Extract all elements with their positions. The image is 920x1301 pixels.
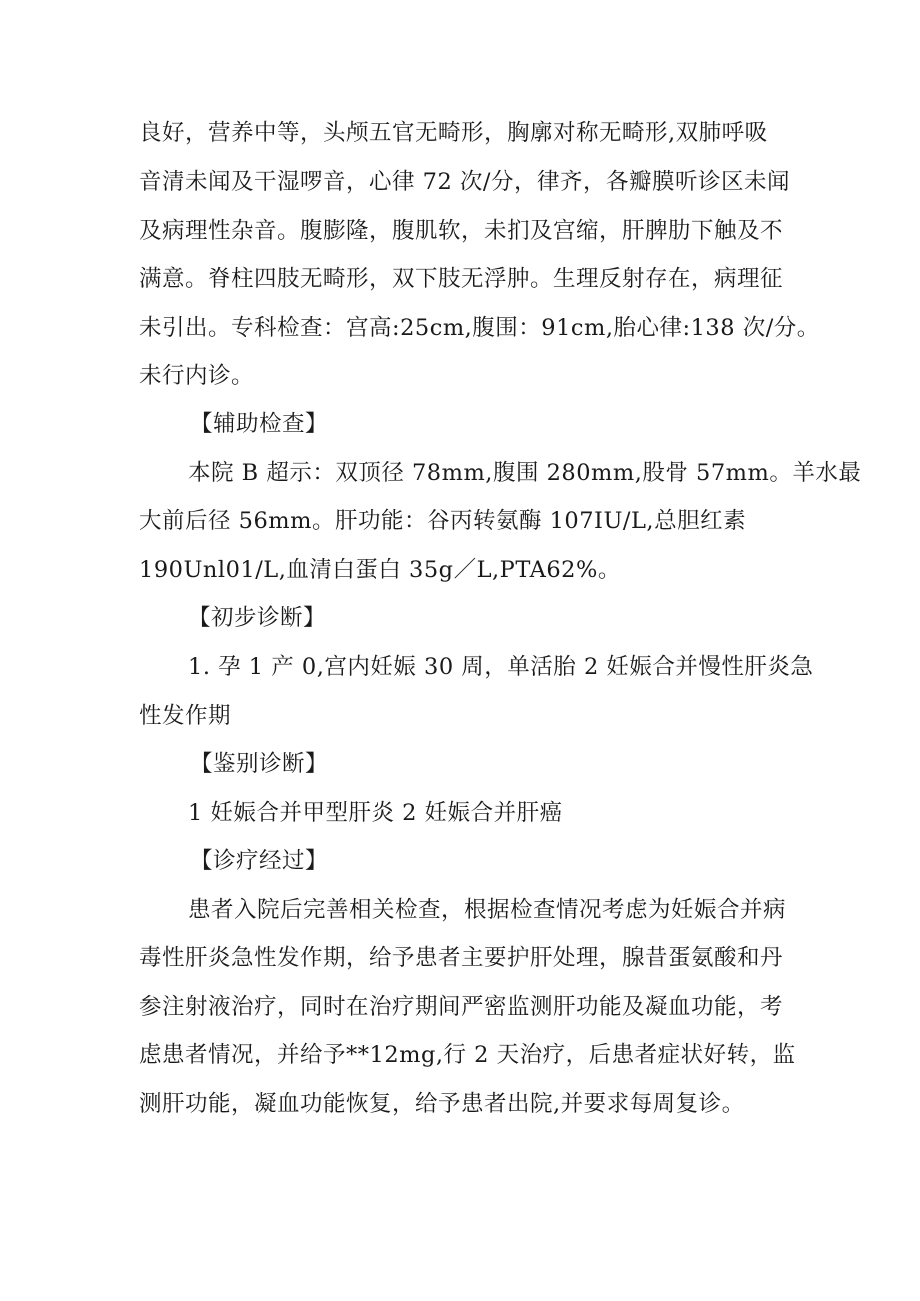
aux-line-1: 本院 B 超示：双顶径 78mm,腹围 280mm,股骨 57mm。羊水最 <box>188 460 862 486</box>
heading-auxiliary-exam: 【辅助检查】 <box>190 411 329 437</box>
treatment-line-4: 虑患者情况，并给予**12mg,行 2 天治疗，后患者症状好转，监 <box>139 1042 796 1068</box>
initial-line-2: 性发作期 <box>139 703 232 729</box>
heading-treatment-course: 【诊疗经过】 <box>190 848 329 874</box>
exam-line-4: 满意。脊柱四肢无畸形，双下肢无浮肿。生理反射存在，病理征 <box>139 266 784 292</box>
differential-line-1: 1 妊娠合并甲型肝炎 2 妊娠合并肝癌 <box>188 800 563 826</box>
exam-line-6: 未行内诊。 <box>139 363 255 389</box>
treatment-line-5: 测肝功能，凝血功能恢复，给予患者出院,并要求每周复诊。 <box>139 1091 745 1117</box>
exam-line-2: 音清未闻及干湿啰音，心律 72 次/分，律齐，各瓣膜听诊区未闻 <box>139 169 791 195</box>
treatment-line-3: 参注射液治疗，同时在治疗期间严密监测肝功能及凝血功能，考 <box>139 994 784 1020</box>
exam-line-3: 及病理性杂音。腹膨隆，腹肌软，未扪及宫缩，肝脾肋下触及不 <box>139 218 784 244</box>
treatment-line-2: 毒性肝炎急性发作期，给予患者主要护肝处理，腺昔蛋氨酸和丹 <box>139 945 784 971</box>
heading-differential-diagnosis: 【鉴别诊断】 <box>190 751 329 777</box>
exam-line-5: 未引出。专科检查：宫高:25cm,腹围：91cm,胎心律:138 次/分。 <box>139 315 820 341</box>
initial-line-1: 1. 孕 1 产 0,宫内妊娠 30 周，单活胎 2 妊娠合并慢性肝炎急 <box>188 654 814 680</box>
exam-line-1: 良好，营养中等，头颅五官无畸形，胸廓对称无畸形,双肺呼吸 <box>139 120 768 146</box>
aux-line-2: 大前后径 56mm。肝功能：谷丙转氨酶 107IU/L,总胆红素 <box>139 508 747 534</box>
aux-line-3: 190Unl01/L,血清白蛋白 35g／L,PTA62%。 <box>139 557 621 583</box>
treatment-line-1: 患者入院后完善相关检查，根据检查情况考虑为妊娠合并病 <box>188 897 787 923</box>
heading-initial-diagnosis: 【初步诊断】 <box>188 605 327 631</box>
